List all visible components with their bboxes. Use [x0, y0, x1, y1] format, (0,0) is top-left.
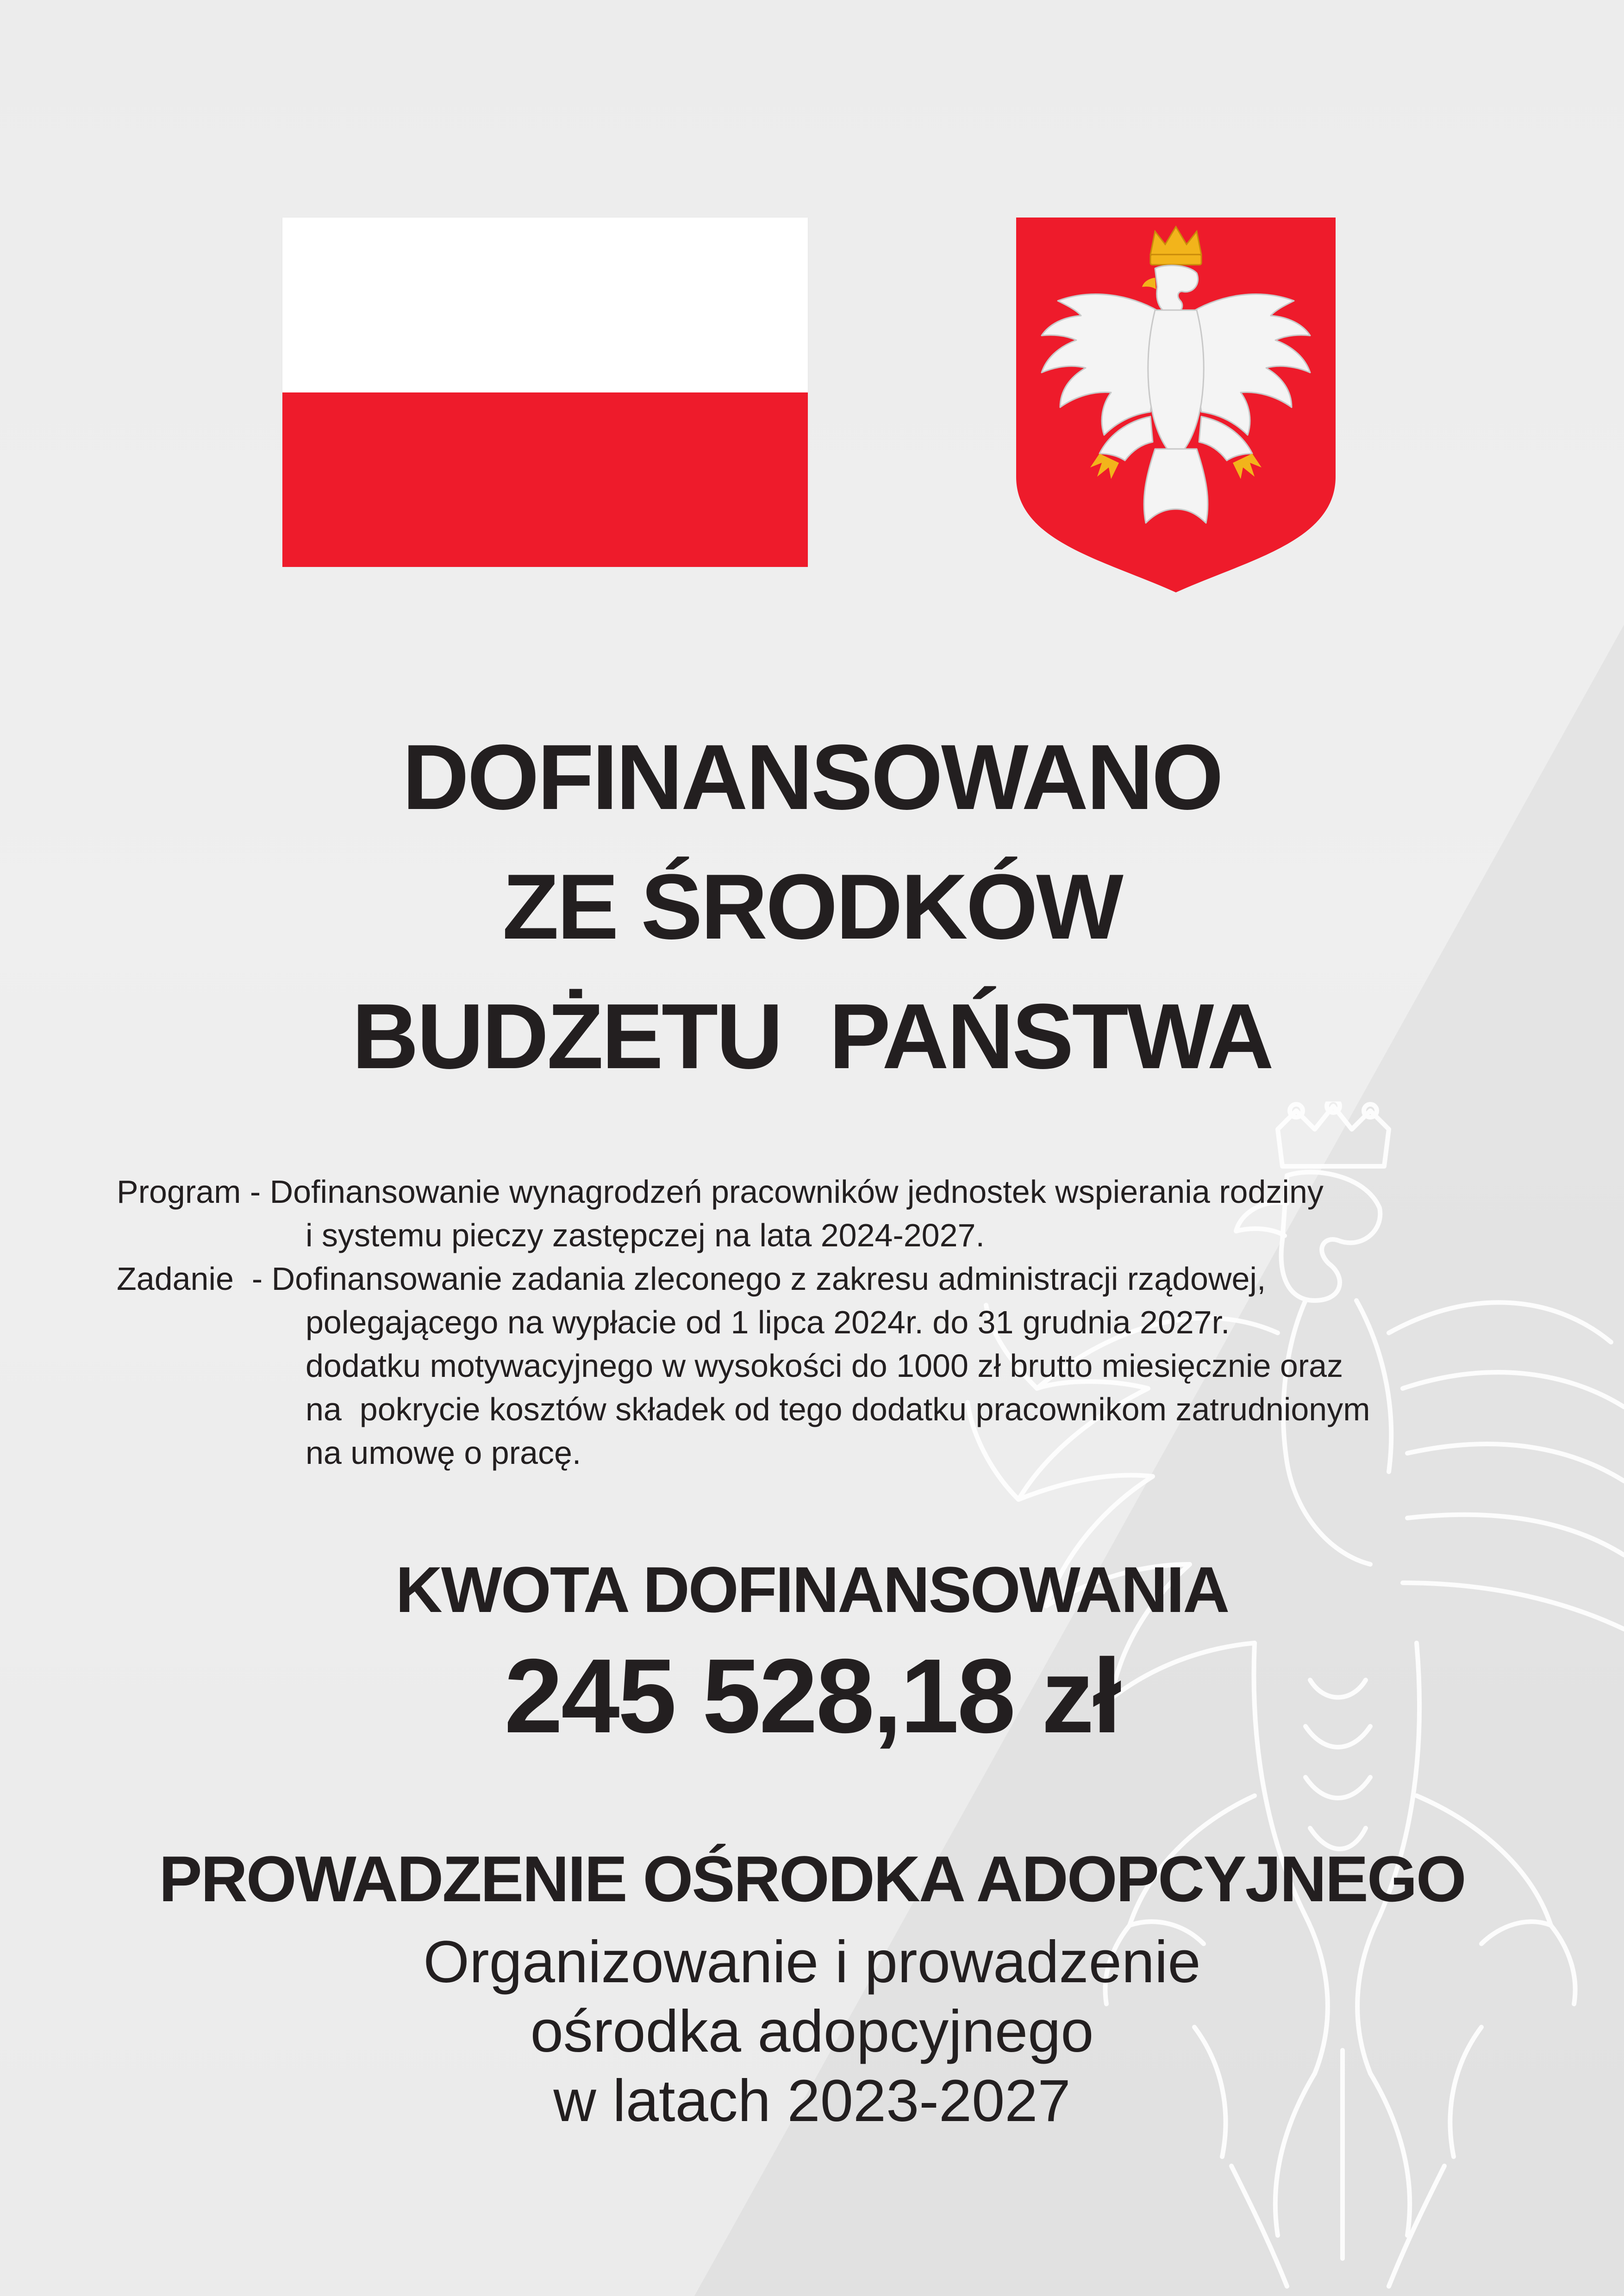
task-line-2: polegającego na wypłacie od 1 lipca 2024r. do 31 grudnia 2027r. [306, 1304, 1230, 1340]
funding-amount-block [0, 1548, 1624, 1756]
main-headline [0, 713, 1624, 1101]
coat-of-arms-eagle-icon [1016, 218, 1336, 592]
project-desc-line-1: Organizowanie i prowadzenie [423, 1929, 1201, 1995]
project-desc-line-3: w latach 2023-2027 [553, 2068, 1071, 2134]
task-line-3: dodatku motywacyjnego w wysokości do 1000 zł brutto miesięcznie oraz [306, 1348, 1343, 1384]
flag-white-stripe [282, 218, 808, 392]
task-line-1: Zadanie - Dofinansowanie zadania zleconego z zakresu administracji rządowej, [117, 1261, 1266, 1297]
project-description [0, 1928, 1624, 2136]
project-block [0, 1837, 1624, 2136]
polish-flag-icon [282, 218, 808, 567]
project-title: PROWADZENIE OŚRODKA ADOPCYJNEGO [159, 1842, 1465, 1915]
task-line-4: na pokrycie kosztów składek od tego dodatku pracownikom zatrudnionym [306, 1391, 1370, 1427]
program-line-2: i systemu pieczy zastępczej na lata 2024-2027. [306, 1217, 985, 1253]
headline-line-1: DOFINANSOWANO [402, 726, 1222, 829]
funding-amount-label: KWOTA DOFINANSOWANIA [395, 1553, 1229, 1626]
funding-amount-value: 245 528,18 zł [504, 1637, 1120, 1755]
program-details [117, 1170, 1575, 1475]
project-desc-line-2: ośrodka adopcyjnego [530, 1998, 1094, 2065]
headline-line-2: ZE ŚRODKÓW [502, 855, 1122, 958]
headline-line-3: BUDŻETU PAŃSTWA [352, 985, 1272, 1088]
task-line-5: na umowę o pracę. [306, 1435, 581, 1471]
flag-red-stripe [282, 392, 808, 567]
program-line-1: Program - Dofinansowanie wynagrodzeń pracowników jednostek wspierania rodziny [117, 1174, 1324, 1210]
